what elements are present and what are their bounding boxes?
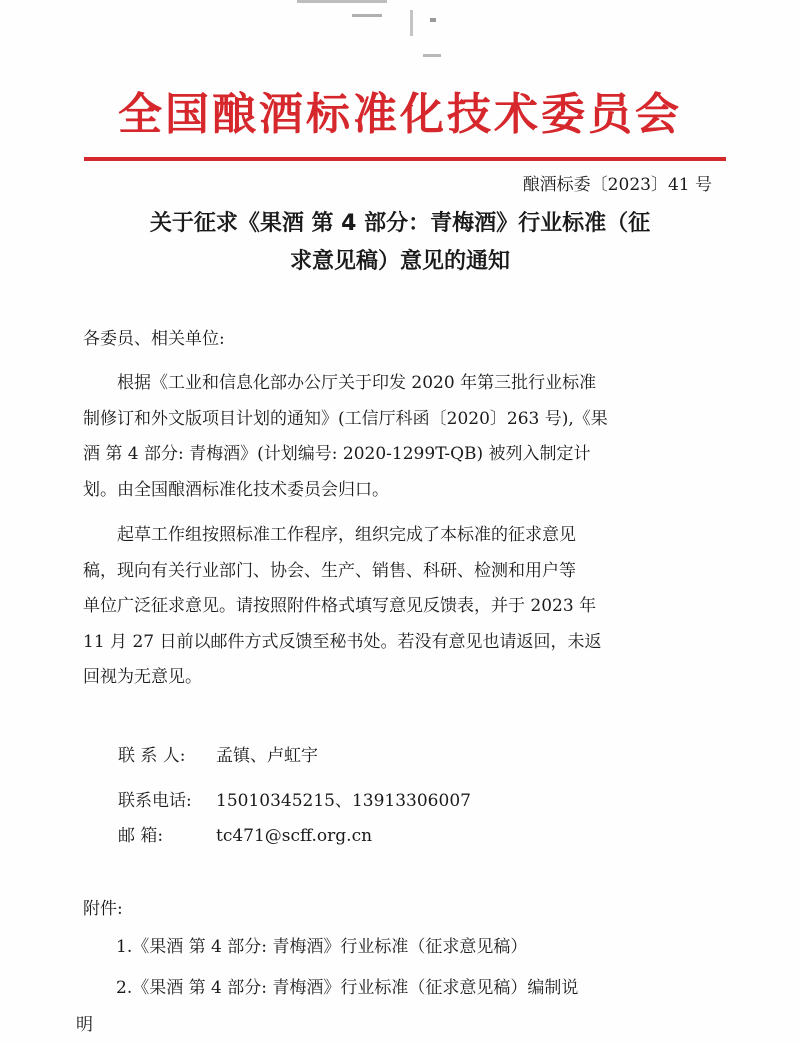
paragraph-line: 稿，现向有关行业部门、协会、生产、销售、科研、检测和用户等 xyxy=(83,560,576,581)
contact-phone-label: 联系电话: xyxy=(118,791,192,811)
paragraph-line: 单位广泛征求意见。请按照附件格式填写意见反馈表，并于 2023 年 xyxy=(83,596,597,616)
contact-person-label: 联 系 人: xyxy=(118,746,186,766)
contact-phone-value: 15010345215、13913306007 xyxy=(216,791,471,811)
attachment-item-continuation: 明 xyxy=(76,1015,93,1035)
paragraph-line: 酒 第 4 部分: 青梅酒》(计划编号: 2020-1299T-QB) 被列入制定计 xyxy=(83,444,591,464)
contact-email xyxy=(118,821,372,846)
contact-person xyxy=(118,741,318,766)
red-divider xyxy=(84,157,726,161)
attachment-item: 2.《果酒 第 4 部分: 青梅酒》行业标准（征求意见稿）编制说 xyxy=(116,978,579,998)
attachment-item: 1.《果酒 第 4 部分: 青梅酒》行业标准（征求意见稿） xyxy=(116,937,528,957)
paragraph-line: 回视为无意见。 xyxy=(83,667,202,687)
contact-email-value: tc471@scff.org.cn xyxy=(216,826,373,846)
paragraph-line: 划。由全国酿酒标准化技术委员会归口。 xyxy=(83,479,389,500)
title-line: 求意见稿）意见的通知 xyxy=(289,249,510,274)
paragraph-request xyxy=(83,518,715,696)
contact-phone xyxy=(118,786,471,811)
salutation: 各委员、相关单位: xyxy=(83,329,225,349)
paragraph-line: 根据《工业和信息化部办公厅关于印发 2020 年第三批行业标准 xyxy=(117,373,597,393)
paragraph-line: 起草工作组按照标准工作程序，组织完成了本标准的征求意见 xyxy=(117,525,576,545)
document-number: 酿酒标委〔2023〕41 号 xyxy=(522,175,712,195)
paragraph-line: 11 月 27 日前以邮件方式反馈至秘书处。若没有意见也请返回，未返 xyxy=(83,631,602,652)
paragraph-basis xyxy=(83,366,715,508)
document-title xyxy=(80,205,720,281)
paragraph-line: 制修订和外文版项目计划的通知》(工信厅科函〔2020〕263 号),《果 xyxy=(83,408,608,429)
contact-email-label: 邮 箱: xyxy=(118,826,164,846)
scan-artifact-marks xyxy=(0,0,800,70)
title-line: 关于征求《果酒 第 4 部分：青梅酒》行业标准（征 xyxy=(149,211,651,236)
contact-person-value: 孟镇、卢虹宇 xyxy=(216,746,318,766)
attachments-heading: 附件: xyxy=(83,899,123,919)
organization-header: 全国酿酒标准化技术委员会 xyxy=(118,89,682,140)
